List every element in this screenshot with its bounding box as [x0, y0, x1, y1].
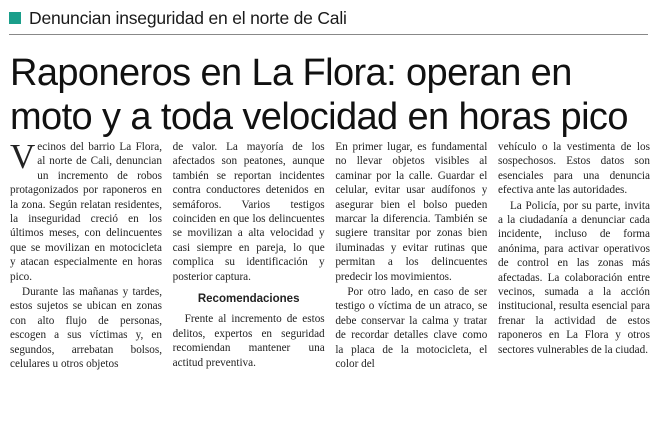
paragraph: Por otro lado, en caso de ser testigo o víctima de un atraco, se debe conservar la calma y tratar de recordar detalles clave como la placa de la motocicleta, el color del — [335, 286, 488, 371]
column-1 — [10, 140, 162, 424]
column-3 — [335, 140, 487, 424]
paragraph: Durante las mañanas y tardes, estos sujetos se ubican en zonas con alto flujo de personas, escogen a sus víctimas y, en segundos, arrebatan bolsos, celulares u otros objetos — [10, 286, 162, 371]
kicker-divider — [9, 34, 648, 35]
column-4 — [498, 140, 650, 424]
paragraph: Frente al incremento de estos delitos, expertos en seguridad recomiendan mantener una actitud preventiva. — [172, 313, 325, 369]
paragraph: de valor. La mayoría de los afectados son peatones, aunque también se reportan incidentes contra conductores detenidos en semáforos. Varios testigos coinciden en que los delincuentes se movilizan a alta velocidad y casi siempre en pareja, lo que complica su identificación y posterior captura. — [172, 141, 325, 283]
kicker-text: Denuncian inseguridad en el norte de Cali — [29, 7, 347, 28]
paragraph: vehículo o la vestimenta de los sospechosos. Estos datos son esenciales para una denuncia efectiva ante las autoridades. — [497, 141, 650, 197]
paragraph: La Policía, por su parte, invita a la ciudadanía a denunciar cada incidente, incluso de forma anónima, para activar operativos de control en las zonas más afectadas. La colaboración entre vecinos, sumada a la acción institucional, resulta esencial para frenar la actividad de estos raponeros en La Flora y otros sectores vulnerables de la ciudad. — [497, 199, 650, 356]
subheading: Recomendaciones — [197, 293, 300, 306]
drop-cap: V — [10, 140, 36, 176]
column-2 — [173, 140, 325, 424]
paragraph-text: ecinos del barrio La Flora, al norte de Cali, denuncian un incremento de robos protagonizados por raponeros en la zona. Según relatan residentes, la inseguridad creció en los últimos meses, con delincuentes que se movilizan en motocicleta y atacan especialmente en horas pico. — [10, 141, 162, 283]
paragraph — [10, 140, 162, 284]
kicker-square-icon — [9, 12, 21, 24]
headline-line-1: Raponeros en La Flora: operan en — [10, 52, 572, 94]
article-body — [10, 140, 650, 424]
headline-line-2: moto y a toda velocidad en horas pico — [10, 96, 628, 138]
paragraph: En primer lugar, es fundamental no llevar objetos visibles al caminar por la calle. Guardar el celular, evitar usar audífonos y asegurar bien el bolso pueden marcar la diferencia. También se sugiere transitar por zonas bien iluminadas y evitar rutinas que permitan a los delincuentes predecir los movimientos. — [335, 141, 488, 283]
section-kicker — [9, 6, 347, 30]
article-headline — [10, 51, 650, 139]
